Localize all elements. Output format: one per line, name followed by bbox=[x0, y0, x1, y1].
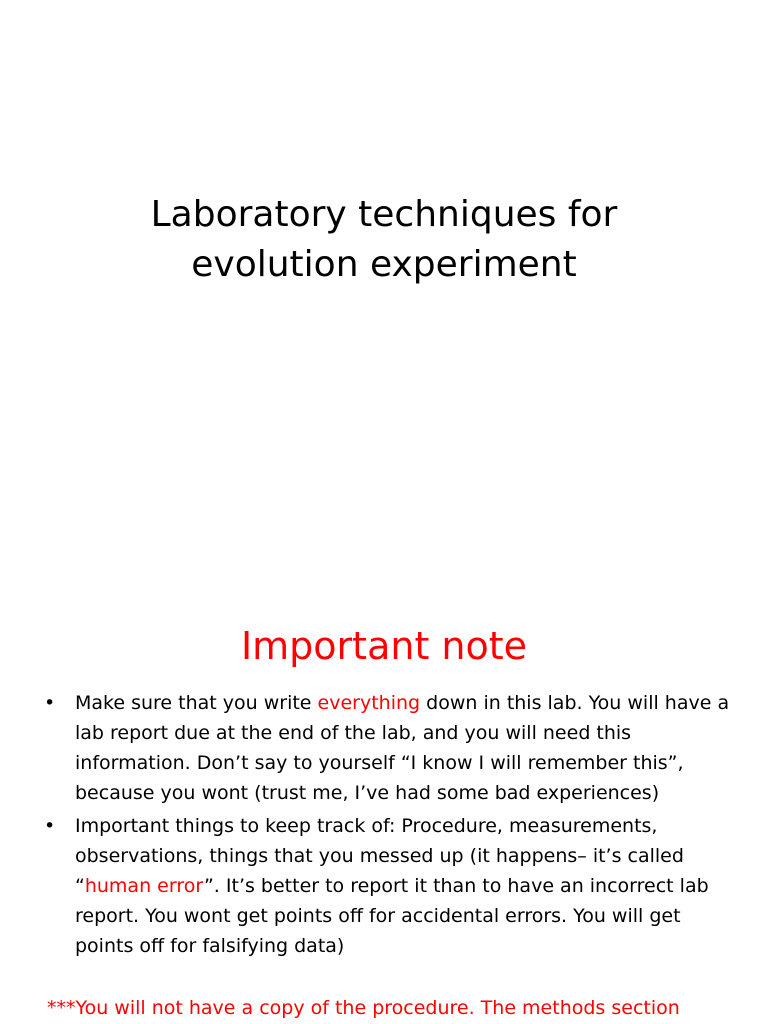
bullet-text: down in this lab. You will have a lab report due at the end of the lab, and you will need this information. Don’t say to yourself “I know I will remember this”, because you wont (trust me, I’ve had some bad experiences) bbox=[75, 692, 730, 804]
highlight-text: human error bbox=[84, 875, 204, 897]
bullet-list bbox=[44, 688, 734, 964]
section-title: Important note bbox=[240, 624, 528, 668]
slide-title-line-2: evolution experiment bbox=[191, 244, 577, 285]
bullet-item-write-everything bbox=[44, 688, 734, 808]
slide-title-line-1: Laboratory techniques for bbox=[150, 194, 618, 235]
bullet-dot-icon: • bbox=[44, 692, 56, 714]
highlight-text: everything bbox=[317, 692, 421, 714]
bullet-text: Make sure that you write bbox=[75, 692, 318, 714]
bullet-item-keep-track bbox=[44, 811, 734, 961]
bullet-dot-icon: • bbox=[44, 815, 56, 837]
slide-title bbox=[0, 190, 768, 290]
procedure-warning: ***You will not have a copy of the procedure. The methods section bbox=[47, 997, 680, 1019]
bullet-text: Important things to keep track of: Procedure, measurements, observations, things that you messed up (it happens– it’s called “ bbox=[75, 815, 684, 897]
important-note-slide bbox=[0, 576, 768, 1024]
bullet-text: ”. It’s better to report it than to have an incorrect lab report. You wont get points off for accidental errors. You will get points off for falsifying data) bbox=[75, 875, 709, 957]
